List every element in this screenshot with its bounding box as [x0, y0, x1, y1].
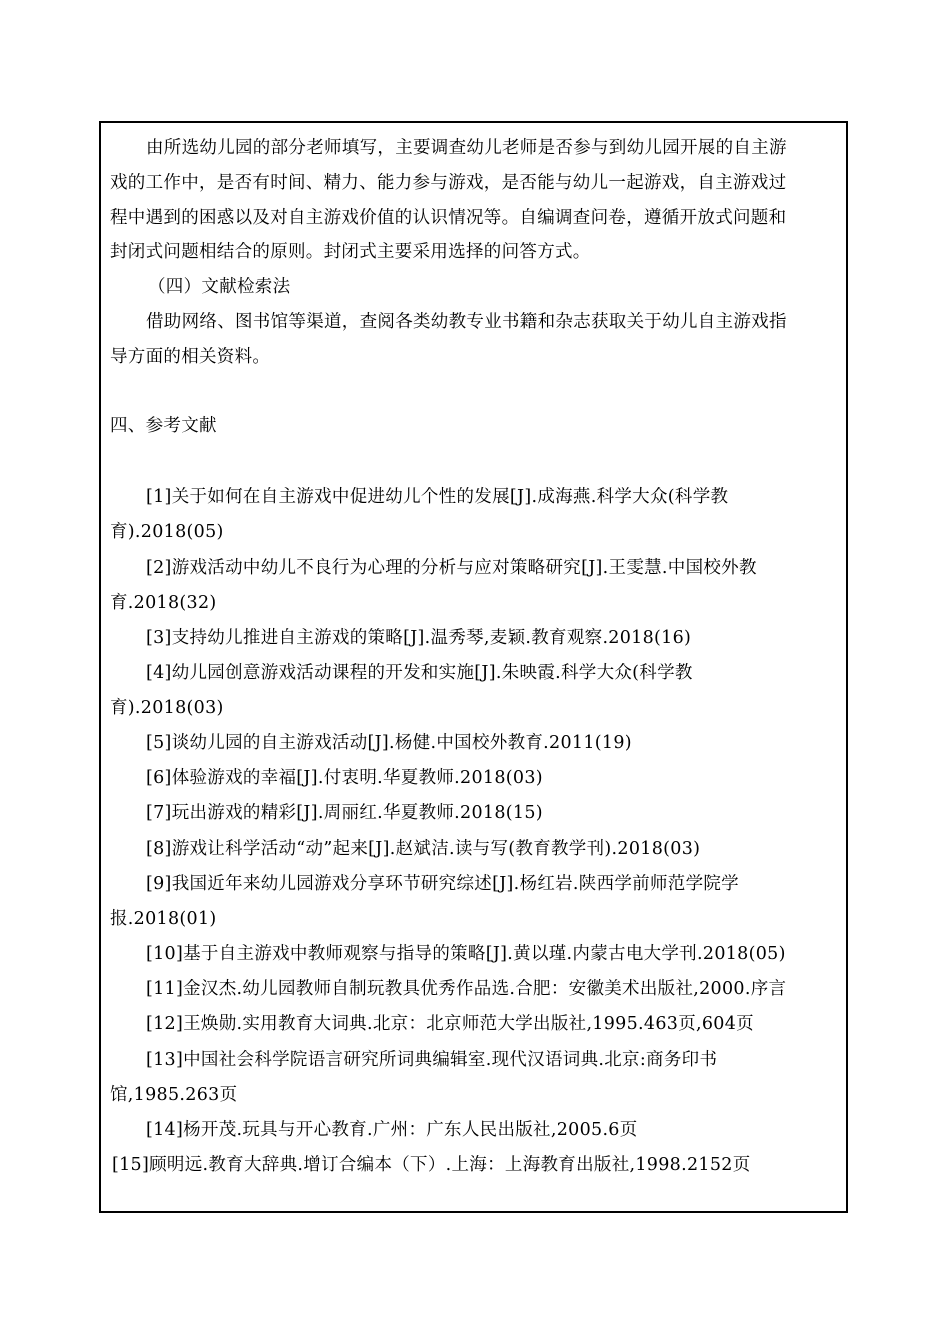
- reference-line: [9]我国近年来幼儿园游戏分享环节研究综述[J].杨红岩.陕西学前师范学院学: [146, 874, 739, 894]
- reference-line: 育.2018(32): [110, 593, 217, 613]
- survey-line: 程中遇到的困惑以及对自主游戏价值的认识情况等。自编调查问卷，遵循开放式问题和: [110, 208, 787, 228]
- survey-line: 由所选幼儿园的部分老师填写，主要调查幼儿老师是否参与到幼儿园开展的自主游: [146, 138, 787, 158]
- reference-line: [15]顾明远.教育大辞典.增订合编本（下）.上海：上海教育出版社,1998.2152页: [112, 1155, 751, 1175]
- literature-line: 导方面的相关资料。: [110, 347, 271, 367]
- reference-line: [6]体验游戏的幸福[J].付衷明.华夏教师.2018(03): [146, 768, 543, 788]
- reference-line: 馆,1985.263页: [110, 1085, 238, 1105]
- reference-line: [1]关于如何在自主游戏中促进幼儿个性的发展[J].成海燕.科学大众(科学教: [146, 487, 729, 507]
- reference-line: 育).2018(03): [110, 698, 224, 718]
- reference-line: [5]谈幼儿园的自主游戏活动[J].杨健.中国校外教育.2011(19): [146, 733, 632, 753]
- survey-line: 戏的工作中，是否有时间、精力、能力参与游戏，是否能与幼儿一起游戏，自主游戏过: [110, 173, 787, 193]
- reference-line: 报.2018(01): [110, 909, 217, 929]
- survey-line: 封闭式问题相结合的原则。封闭式主要采用选择的问答方式。: [110, 242, 591, 262]
- reference-line: [10]基于自主游戏中教师观察与指导的策略[J].黄以瑾.内蒙古电大学刊.2018(05): [146, 944, 786, 964]
- reference-line: [8]游戏让科学活动“动”起来[J].赵斌洁.读与写(教育教学刊).2018(03): [146, 839, 701, 859]
- reference-line: [7]玩出游戏的精彩[J].周丽红.华夏教师.2018(15): [146, 803, 543, 823]
- reference-line: [13]中国社会科学院语言研究所词典编辑室.现代汉语词典.北京:商务印书: [146, 1050, 718, 1070]
- literature-line: 借助网络、图书馆等渠道，查阅各类幼教专业书籍和杂志获取关于幼儿自主游戏指: [146, 312, 787, 332]
- reference-line: 育).2018(05): [110, 522, 224, 542]
- reference-line: [3]支持幼儿推进自主游戏的策略[J].温秀琴,麦颖.教育观察.2018(16): [146, 628, 692, 648]
- literature-method-heading: （四）文献检索法: [148, 277, 291, 297]
- reference-line: [4]幼儿园创意游戏活动课程的开发和实施[J].朱映霞.科学大众(科学教: [146, 663, 693, 683]
- reference-line: [14]杨开茂.玩具与开心教育.广州：广东人民出版社,2005.6页: [146, 1120, 638, 1140]
- reference-line: [2]游戏活动中幼儿不良行为心理的分析与应对策略研究[J].王雯慧.中国校外教: [146, 558, 757, 578]
- references-heading: 四、参考文献: [110, 416, 217, 436]
- reference-line: [12]王焕勋.实用教育大词典.北京：北京师范大学出版社,1995.463页,604页: [146, 1014, 754, 1034]
- reference-line: [11]金汉杰.幼儿园教师自制玩教具优秀作品选.合肥：安徽美术出版社,2000.序言: [146, 979, 787, 999]
